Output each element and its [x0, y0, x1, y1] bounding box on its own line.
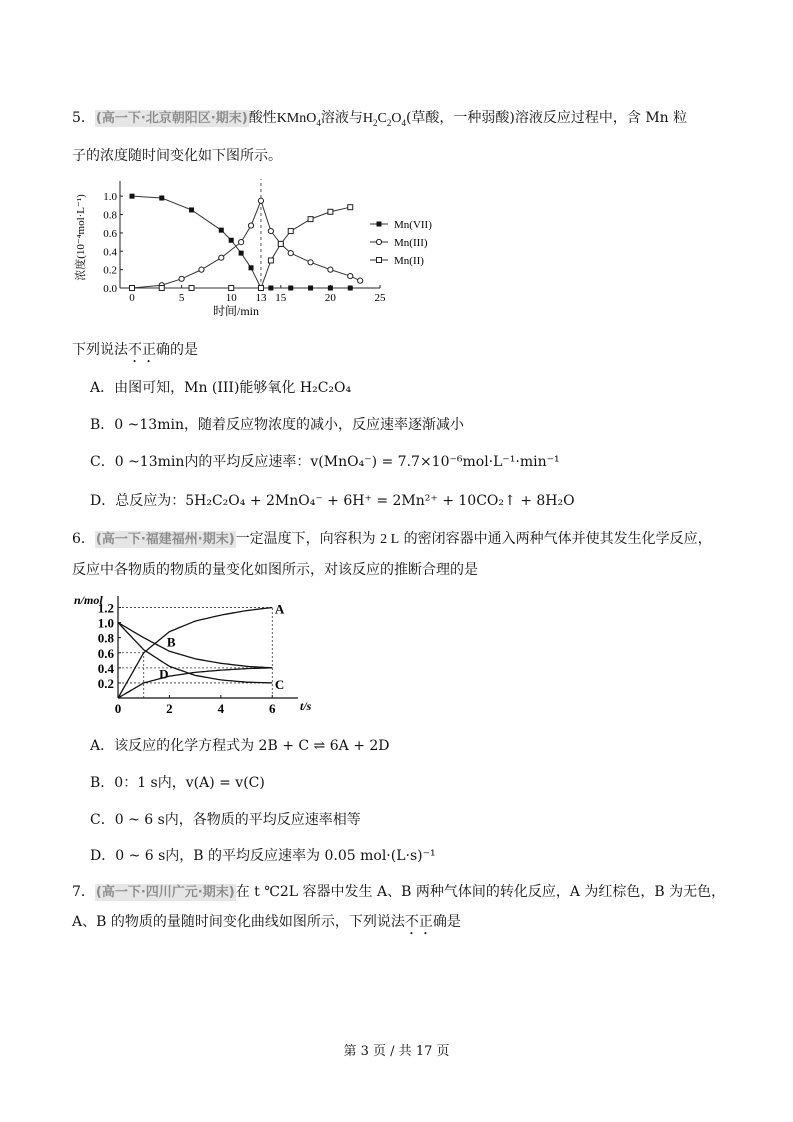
- data-point: [159, 196, 164, 201]
- data-point: [348, 273, 353, 278]
- data-point: [189, 207, 194, 212]
- h2c2o4-formula: $H_2C_2O_4$: [362, 111, 406, 128]
- series-curve: [118, 623, 272, 683]
- q5-source-tag: (高一下·北京朝阳区·期末): [95, 111, 248, 126]
- y-axis-title: n/mol: [74, 593, 103, 607]
- x-tick-label: 20: [324, 292, 336, 304]
- emphasized-text: 不正: [128, 342, 156, 358]
- data-point: [308, 286, 313, 291]
- q5-stem-line-2: 子的浓度随时间变化如下图所示。: [72, 148, 282, 164]
- data-point: [229, 238, 234, 243]
- data-point: [258, 286, 263, 291]
- data-point: [348, 286, 353, 291]
- q6-option-c[interactable]: C．0 ~ 6 s内，各物质的平均反应速率相等: [90, 812, 361, 828]
- x-tick-label: 10: [225, 292, 237, 304]
- series-label: D: [159, 666, 169, 682]
- q6-option-a[interactable]: A．该反应的化学方程式为 2B + C ⇌ 6A + 2D: [90, 738, 390, 754]
- page-footer: 第 3 页 / 共 17 页: [343, 1044, 450, 1059]
- data-point: [239, 239, 244, 244]
- x-axis-title: 时间/min: [212, 304, 260, 318]
- data-point: [358, 278, 363, 283]
- q7-number: 7．: [72, 884, 95, 900]
- q6-stem-line-2: 反应中各物质的物质的量变化如图所示，对该反应的推断合理的是: [72, 562, 478, 578]
- series-label: A: [274, 601, 285, 617]
- data-point: [288, 286, 293, 291]
- x-axis-title: t/s: [300, 699, 312, 713]
- q6-stem-line-1: 6．(高一下·福建福州·期末)一定温度下，向容积为 2 L 的密闭容器中通入两种气体并使其发生化学反应，: [72, 531, 712, 547]
- data-point: [130, 286, 135, 291]
- q5-text: (草酸，一种弱酸)溶液反应过程中，含 Mn 粒: [405, 110, 688, 126]
- x-tick-label: 5: [178, 292, 185, 304]
- data-point: [229, 286, 234, 291]
- data-point: [159, 286, 164, 291]
- legend-marker: [376, 239, 381, 244]
- series-curve: [118, 623, 272, 668]
- data-point: [328, 286, 333, 291]
- data-point: [130, 194, 135, 199]
- legend-label: Mn(II): [394, 255, 424, 267]
- y-tick-label: 1.0: [103, 191, 117, 204]
- legend-marker: [377, 222, 382, 227]
- y-tick-label: 0.6: [97, 645, 114, 661]
- q6-number: 6．: [72, 531, 95, 547]
- x-tick-label: 2: [166, 701, 173, 716]
- data-point: [219, 255, 224, 260]
- y-tick-label: 1.2: [97, 600, 114, 616]
- q7-stem-line-2: A、B 的物质的量随时间变化曲线如图所示，下列说法不正确是: [72, 914, 461, 930]
- y-tick-label: 0.4: [103, 246, 117, 259]
- q7-source-tag: (高一下·四川广元·期末): [95, 885, 235, 900]
- series-line: [132, 207, 350, 288]
- data-point: [249, 265, 254, 270]
- data-point: [219, 228, 224, 233]
- data-point: [239, 251, 244, 256]
- y-tick-label: 0.2: [103, 264, 117, 277]
- x-tick-label: 0: [114, 701, 122, 716]
- data-point: [268, 258, 273, 263]
- legend-label: Mn(III): [394, 237, 428, 249]
- x-tick-label: 0: [129, 292, 135, 304]
- data-point: [308, 260, 313, 265]
- q7-stem-line-1: 7．(高一下·四川广元·期末)在 t ℃2L 容器中发生 A、B 两种气体间的转化反应，A 为红棕色，B 为无色，: [72, 884, 726, 900]
- data-point: [308, 217, 313, 222]
- data-point: [189, 286, 194, 291]
- y-tick-label: 0.2: [97, 675, 114, 691]
- x-tick-label: 15: [275, 292, 287, 304]
- data-point: [288, 251, 293, 256]
- data-point: [268, 228, 273, 233]
- data-point: [328, 209, 333, 214]
- q6-option-d[interactable]: D．0 ~ 6 s内，B 的平均反应速率为 0.05 mol·(L·s)⁻¹: [90, 848, 436, 864]
- y-tick-label: 0.8: [103, 209, 117, 222]
- chart-mn-concentration: [70, 175, 470, 335]
- q6-option-b[interactable]: B．0：1 s内，v(A) = v(C): [90, 775, 265, 791]
- q5-option-b[interactable]: B．0 ~13min，随着反应物浓度的减小，反应速率逐渐减小: [90, 417, 464, 433]
- data-point: [328, 267, 333, 272]
- data-point: [268, 286, 273, 291]
- x-tick-label: 4: [217, 701, 225, 716]
- q6-source-tag: (高一下·福建福州·期末): [95, 532, 235, 547]
- data-point: [278, 241, 283, 246]
- y-axis-title: 浓度(10⁻⁴mol·L⁻¹): [75, 194, 87, 281]
- q5-text: 溶液与: [320, 110, 363, 126]
- series-label: B: [166, 634, 176, 650]
- legend-marker: [377, 258, 382, 263]
- y-tick-label: 0.0: [103, 283, 117, 295]
- legend-label: Mn(VII): [394, 219, 432, 231]
- x-tick-label: 25: [374, 292, 386, 304]
- chart-moles-time: [70, 592, 320, 727]
- q5-number: 5．: [72, 110, 95, 126]
- kmno4-formula: KMnO$_4$: [276, 111, 321, 128]
- data-point: [199, 267, 204, 272]
- y-tick-label: 0.4: [97, 660, 114, 676]
- data-point: [179, 276, 184, 281]
- series-label: C: [274, 676, 285, 692]
- q5-option-d[interactable]: D．总反应为：5H₂C₂O₄ + 2MnO₄⁻ + 6H⁺ = 2Mn²⁺ + 10CO₂↑ + 8H₂O: [90, 493, 575, 509]
- y-tick-label: 1.0: [97, 615, 114, 631]
- q5-stem-line-1: [72, 108, 687, 133]
- q5-text: 酸性: [248, 110, 277, 126]
- y-tick-label: 0.6: [103, 227, 117, 240]
- data-point: [248, 223, 253, 228]
- x-tick-label: 13: [255, 292, 267, 304]
- data-point: [258, 198, 263, 203]
- q5-option-c[interactable]: C．0 ~13min内的平均反应速率：v(MnO₄⁻) = 7.7×10⁻⁶mol·L⁻¹·min⁻¹: [90, 454, 560, 470]
- data-point: [348, 205, 353, 210]
- emphasized-text: 不正: [404, 914, 433, 930]
- y-tick-label: 0.8: [97, 630, 114, 646]
- q5-prompt: 下列说法不正确的是: [72, 342, 198, 358]
- data-point: [288, 229, 293, 234]
- x-tick-label: 6: [269, 701, 276, 716]
- q5-option-a[interactable]: A．由图可知，Mn (III)能够氧化 H₂C₂O₄: [90, 380, 352, 396]
